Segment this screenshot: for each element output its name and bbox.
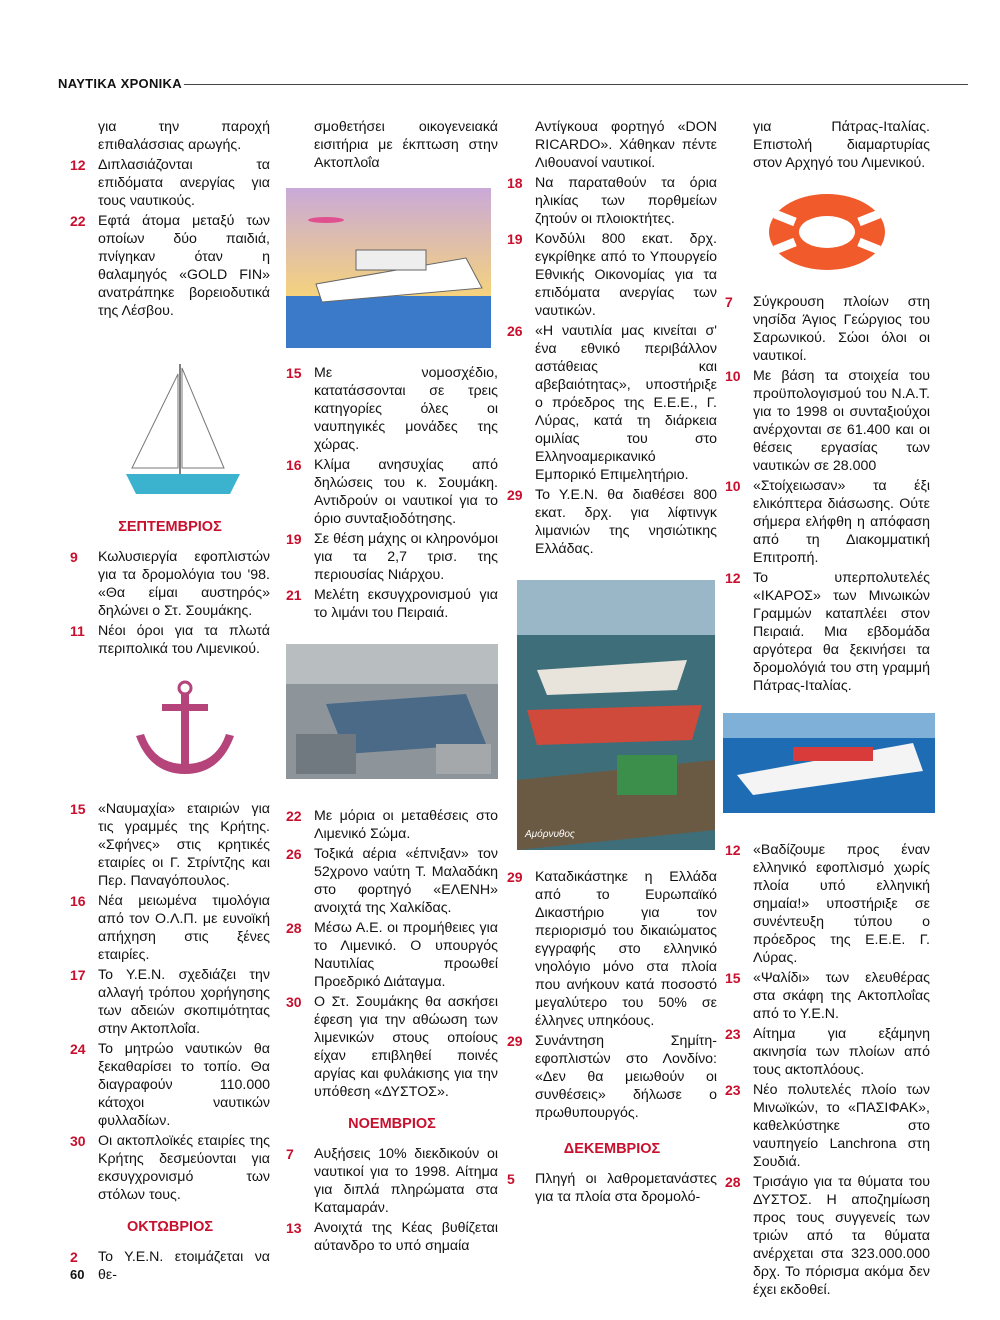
- column-1: [70, 118, 270, 1286]
- entry: 11 Νέοι όροι για τα πλωτά περιπολικά του Λιμενικού.: [70, 623, 270, 657]
- lead-text: για Πάτρας-Ιταλίας. Επιστολή διαμαρτυρίας στον Αρχηγό του Λιμενικού.: [753, 119, 930, 171]
- cruise-ship-illustration: [286, 188, 491, 348]
- entry: 23 Αίτημα για εξάμηνη ακινησία των πλοίων από τους ακτοπλόους.: [725, 1026, 930, 1078]
- lead-text: Αντίγκουα φορτηγό «DON RICARDO». Χάθηκαν πέντε Λιθουανοί ναυτικοί.: [535, 119, 717, 171]
- header-rule: [184, 84, 968, 85]
- entry: 18 Να παραταθούν τα όρια ηλικίας των πορθμείων ζητούν οι πλοιοκτήτες.: [507, 175, 717, 227]
- sailboat-illustration: [70, 344, 270, 504]
- column-2: [286, 118, 498, 1257]
- entry: 15 Με νομοσχέδιο, κατατάσσονται σε τρεις κατηγορίες όλες οι ναυπηγικές μονάδες της χώρας.: [286, 365, 498, 453]
- entry: 16 Κλίμα ανησυχίας από δηλώσεις του κ. Σουμάκη. Αντιδρούν οι ναυτικοί για το όριο συνταξιοδότησης.: [286, 457, 498, 527]
- entry: 15 «Ψαλίδι» των ελευθέρας στα σκάφη της Ακτοπλοΐας από το Υ.Ε.Ν.: [725, 970, 930, 1022]
- column-3: [507, 118, 717, 1208]
- entry: 7 Αυξήσεις 10% διεκδικούν οι ναυτικοί για το 1998. Αίτημα για διπλά πληρώματα στα Καταμαράν.: [286, 1146, 498, 1216]
- entry: 21 Μελέτη εκσυγχρονισμού για το λιμάνι του Πειραιά.: [286, 587, 498, 621]
- port-aerial-photo: [286, 644, 498, 779]
- lead-text: για την παροχή επιθαλάσσιας αρωγής.: [98, 119, 270, 153]
- entry: 22 Εφτά άτομα μεταξύ των οποίων δύο παιδιά, πνίγηκαν όταν η θαλαμηγός «GOLD FIN» ανατράπηκε βορειοδυτικά της Λέσβου.: [70, 213, 270, 319]
- boats-photo: [517, 580, 717, 850]
- entry: 10 Με βάση τα στοιχεία του προϋπολογισμού του Ν.Α.Τ. για το 1998 οι συνταξιούχοι ανέρχονται σε 61.400 και οι θέσεις εργασίας των ναυτικών σε 28.000: [725, 368, 930, 474]
- entry: 17 Το Υ.Ε.Ν. σχεδιάζει την αλλαγή τρόπου χορήγησης των αδειών σκοπιμότητας στην Ακτοπλοΐα.: [70, 967, 270, 1037]
- section-title: ΝΑΥΤΙΚΑ ΧΡΟΝΙΚΑ: [58, 76, 182, 91]
- entry: 22 Με μόρια οι μεταθέσεις στο Λιμενικό Σώμα.: [286, 808, 498, 842]
- month-heading: ΝΟΕΜΒΡΙΟΣ: [348, 1116, 436, 1132]
- entry: 28 Τρισάγιο για τα θύματα του ΔΥΣΤΟΣ. Η αποζημίωση προς τους συγγενείς των τριών από τα θύματα ανέρχεται στα 323.000.000 δρχ. Το πόρισμα ακόμα δεν έχει εκδοθεί.: [725, 1174, 930, 1298]
- entry: 12 «Βαδίζουμε προς έναν ελληνικό εφοπλισμό χωρίς πλοία υπό ελληνική σημαία!» υποστήριξε σε συνέντευξη τύπου ο πρόεδρος της Ε.Ε.Ε. Γ. Λύρας.: [725, 842, 930, 966]
- entry: 12 Διπλασιάζονται τα επιδόματα ανεργίας για τους ναυτικούς.: [70, 157, 270, 209]
- photo-caption: Αμόρνυθος: [525, 829, 575, 840]
- month-heading: ΟΚΤΩΒΡΙΟΣ: [126, 1219, 214, 1235]
- entry: 29 Καταδικάστηκε η Ελλάδα από το Ευρωπαϊκό Δικαστήριο για τον περιορισμό του δικαιώματος εγγραφής στο ελληνικό νηολόγιο μόνο στα πλοία που ανήκουν κατά ποσοστό μεγαλύτερο του 50% σε έλληνες υπηκόους.: [507, 869, 717, 1029]
- month-heading: ΔΕΚΕΜΒΡΙΟΣ: [563, 1141, 661, 1157]
- entry: 19 Κονδύλι 800 εκατ. δρχ. εγκρίθηκε από το Υπουργείο Εθνικής Οικονομίας για τα επιδόματα ανεργίας των ναυτικών.: [507, 231, 717, 319]
- ferry-photo: [723, 713, 935, 813]
- entry: 28 Μέσω Α.Ε. οι προμήθειες για το Λιμενικό. Ο υπουργός Ναυτιλίας προωθεί Προεδρικό Διάταγμα.: [286, 920, 498, 990]
- lead-text: σμοθετήσει οικογενειακά εισιτήρια με έκπτωση στην Ακτοπλοΐα: [314, 119, 498, 171]
- entry: 15 «Ναυμαχία» εταιριών για τις γραμμές της Κρήτης. «Σφήνες» στις κρητικές εταιρίες οι Γ. Στρίντζης και Περ. Παναγόπουλος.: [70, 801, 270, 889]
- anchor-icon: [70, 674, 270, 784]
- entry: 23 Νέο πολυτελές πλοίο των Μινωϊκών, το «ΠΑΣΙΦΑΚ», καθελκύστηκε στο ναυπηγείο Lanchrona στη Σουδιά.: [725, 1082, 930, 1170]
- entry: 7 Σύγκρουση πλοίων στη νησίδα Άγιος Γεώργιος του Σαρωνικού. Σώοι όλοι οι ναυτικοί.: [725, 294, 930, 364]
- entry: 12 Το υπερπολυτελές «ΙΚΑΡΟΣ» των Μινωικών Γραμμών καταπλέει στον Πειραιά. Μια εβδομάδα αργότερα θα ξεκινήσει τα δρομολόγιά του στη γραμμή Πάτρας-Ιταλίας.: [725, 570, 930, 694]
- month-heading: ΣΕΠΤΕΜΒΡΙΟΣ: [118, 519, 222, 535]
- column-4: [725, 118, 930, 1301]
- entry: 30 Ο Στ. Σουμάκης θα ασκήσει έφεση για την αθώωση των λιμενικών στους οποίους είχαν επιβληθεί ποινές αργίας και φυλάκισης για την υπόθεση «ΔΥΣΤΟΣ».: [286, 994, 498, 1100]
- entry: 24 Το μητρώο ναυτικών θα ξεκαθαρίσει το τοπίο. Θα διαγραφούν 110.000 κάτοχοι ναυτικών φυλλαδίων.: [70, 1041, 270, 1129]
- entry: 2 Το Υ.Ε.Ν. ετοιμάζεται να θε-: [70, 1249, 270, 1283]
- entry: 13 Ανοιχτά της Κέας βυθίζεται αύτανδρο το υπό σημαία: [286, 1220, 498, 1254]
- entry: 5 Πληγή οι λαθρομετανάστες για τα πλοία στα δρομολό-: [507, 1171, 717, 1205]
- entry: 10 «Στοίχειωσαν» τα έξι ελικόπτερα διάσωσης. Ούτε σήμερα ελήφθη η απόφαση από τη Διακομματική Επιτροπή.: [725, 478, 930, 566]
- entry: 16 Νέα μειωμένα τιμολόγια από τον Ο.Λ.Π. με ευνοϊκή απήχηση στις ξένες εταιρίες.: [70, 893, 270, 963]
- lifebuoy-illustration: [725, 184, 930, 279]
- entry: 19 Σε θέση μάχης οι κληρονόμοι για τα 2,7 τρισ. της περιουσίας Νιάρχου.: [286, 531, 498, 583]
- entry: 26 Τοξικά αέρια «έπνιξαν» τον 52χρονο ναύτη Τ. Μαλαδάκη στο φορτηγό «ΕΛΕΝΗ» ανοιχτά της Χαλκίδας.: [286, 846, 498, 916]
- entry: 30 Οι ακτοπλοϊκές εταιρίες της Κρήτης δεσμεύονται για εκσυγχρονισμό των στόλων τους.: [70, 1133, 270, 1203]
- entry: 26 «Η ναυτιλία μας κινείται σ' ένα εθνικό περιβάλλον αστάθειας και αβεβαιότητας», υποστήριξε ο πρόεδρος της Ε.Ε.Ε., Γ. Λύρας, κατά τη διάρκεια ομιλίας του στο Ελληνοαμερικανικό Εμπορικό Επιμελητήριο.: [507, 323, 717, 483]
- entry: 29 Συνάντηση Σημίτη-εφοπλιστών στο Λονδίνο: «Δεν θα μειωθούν οι συνθέσεις» δήλωσε ο πρωθυπουργός.: [507, 1033, 717, 1121]
- page-number: 60: [70, 1267, 85, 1282]
- entry: 29 Το Υ.Ε.Ν. θα διαθέσει 800 εκατ. δρχ. για λίφτινγκ λιμανιών της νησιώτικης Ελλάδας.: [507, 487, 717, 557]
- entry: 9 Κωλυσιεργία εφοπλιστών για τα δρομολόγια του '98. «Θα είμαι αυστηρός» δηλώνει ο Στ. Σουμάκης.: [70, 549, 270, 619]
